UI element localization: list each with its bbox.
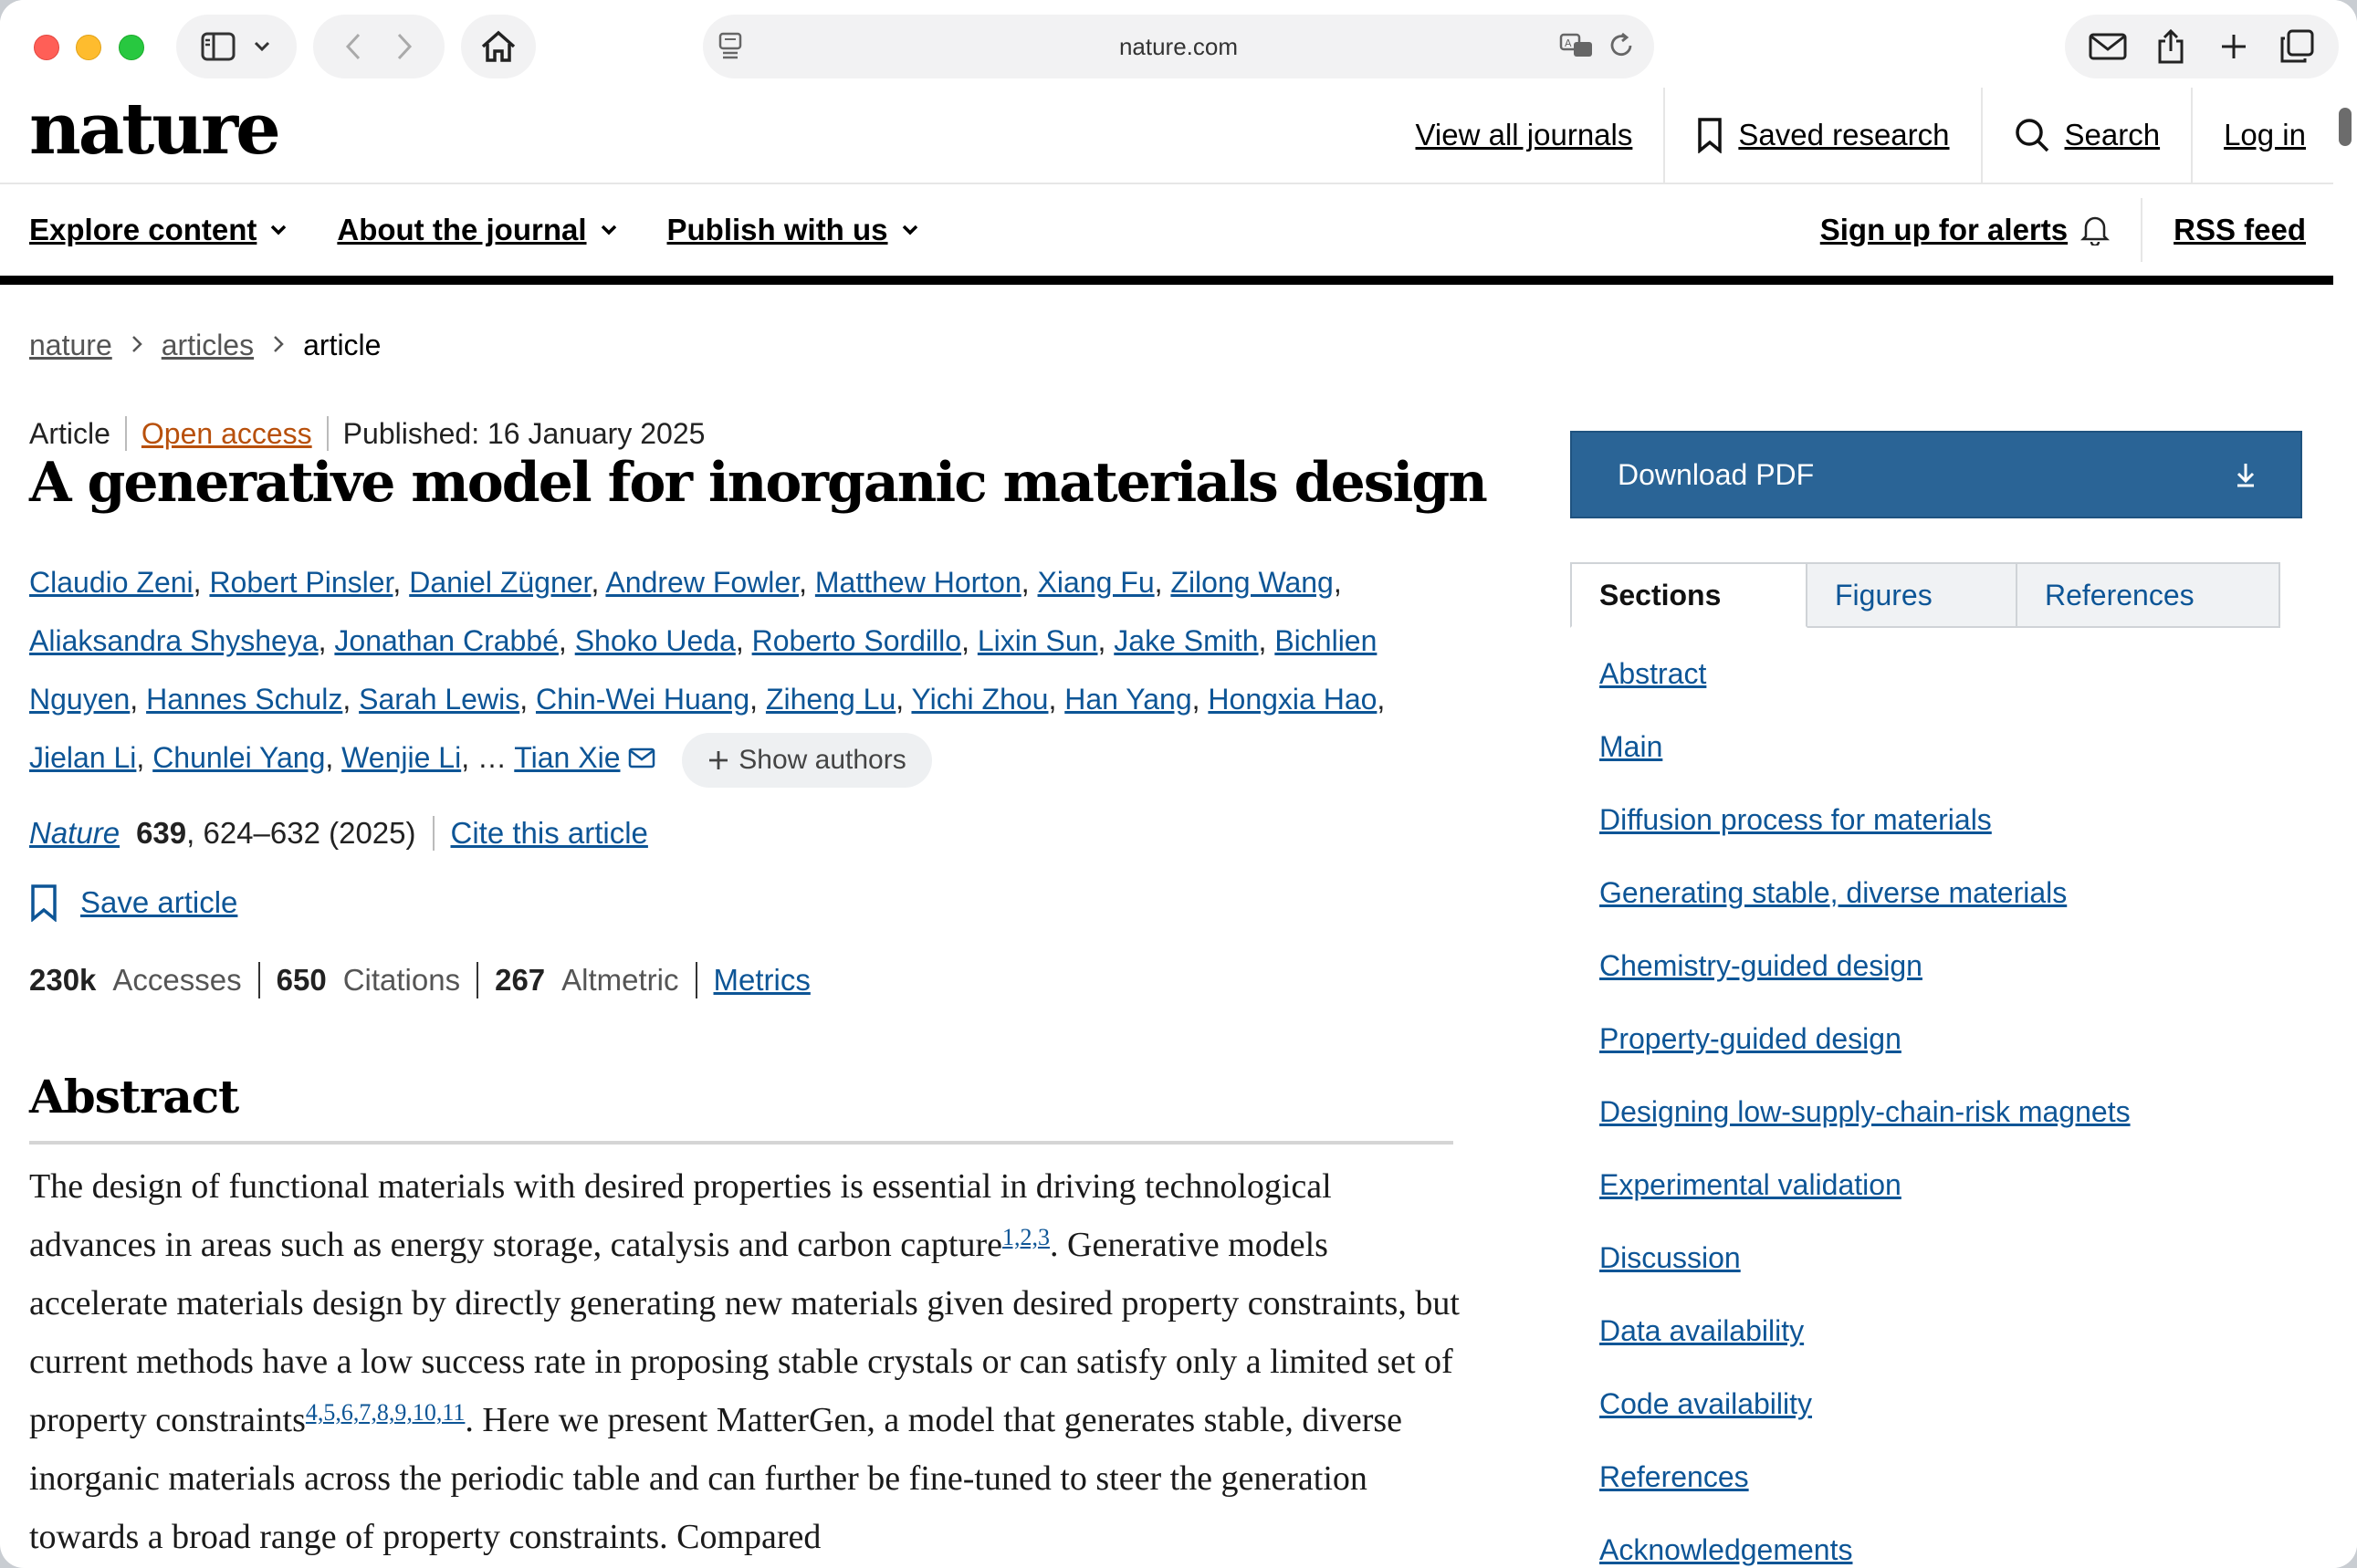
view-all-journals-label: View all journals bbox=[1415, 118, 1633, 152]
abstract-heading: Abstract bbox=[29, 1070, 1453, 1145]
altmetric-label: Altmetric bbox=[561, 963, 679, 997]
search-label: Search bbox=[2064, 118, 2161, 152]
site-nav bbox=[0, 184, 2333, 285]
tab-references[interactable]: References bbox=[2017, 562, 2280, 628]
about-journal-label: About the journal bbox=[337, 213, 587, 246]
page-scrollbar[interactable] bbox=[2333, 88, 2357, 1568]
divider bbox=[433, 816, 435, 851]
breadcrumb-articles[interactable]: articles bbox=[161, 329, 255, 361]
abstract-part-3: . Here we present MatterGen, a model that generates stable, diverse inorganic materials across the periodic table and can further be fine-tuned to steer the generation towards a broad range of property constraints. Compared bbox=[29, 1401, 1403, 1556]
toolbar-actions-group bbox=[2065, 15, 2339, 78]
mail-icon bbox=[2089, 32, 2127, 61]
author-link[interactable]: Hongxia Hao bbox=[1208, 683, 1378, 716]
pages-year: , 624–632 (2025) bbox=[186, 816, 416, 850]
metrics-link[interactable]: Metrics bbox=[713, 963, 811, 997]
abstract-text bbox=[29, 1157, 1462, 1566]
section-link[interactable]: Main bbox=[1599, 730, 1663, 763]
tab-overview-button[interactable] bbox=[2271, 21, 2322, 72]
reference-links-1[interactable]: 1,2,3 bbox=[1002, 1224, 1051, 1250]
svg-text:A: A bbox=[1565, 37, 1572, 49]
author-link[interactable]: Andrew Fowler bbox=[605, 566, 800, 599]
author-link[interactable]: Wenjie Li bbox=[341, 741, 462, 774]
author-link[interactable]: Aliaksandra Shysheya bbox=[29, 624, 319, 657]
author-link[interactable]: Chunlei Yang bbox=[152, 741, 326, 774]
author-link[interactable]: Hannes Schulz bbox=[146, 683, 343, 716]
browser-toolbar bbox=[0, 0, 2357, 88]
article-metrics bbox=[29, 962, 811, 998]
tab-groups-dropdown[interactable] bbox=[244, 21, 280, 72]
plus-icon bbox=[2219, 32, 2248, 61]
section-link[interactable]: Discussion bbox=[1599, 1241, 1741, 1274]
corresponding-author-link[interactable] bbox=[514, 741, 620, 774]
sections-list bbox=[1599, 657, 2131, 1568]
sidebar-icon bbox=[201, 32, 236, 61]
citations-value: 650 bbox=[276, 963, 327, 997]
log-in-link[interactable] bbox=[2191, 88, 2306, 183]
new-tab-button[interactable] bbox=[2208, 21, 2259, 72]
history-nav-group bbox=[313, 15, 445, 78]
tab-sections[interactable]: Sections bbox=[1570, 562, 1807, 628]
home-button[interactable] bbox=[461, 15, 536, 78]
mail-button[interactable] bbox=[2082, 21, 2133, 72]
section-link[interactable]: References bbox=[1599, 1460, 1749, 1493]
show-authors-button[interactable] bbox=[682, 733, 931, 788]
author-link[interactable]: Bichlien Nguyen bbox=[29, 624, 1378, 716]
corresponding-author-name: Tian Xie bbox=[514, 741, 621, 774]
breadcrumb-current: article bbox=[303, 329, 382, 361]
authors-ellipsis: … bbox=[477, 741, 507, 774]
author-link[interactable]: Chin-Wei Huang bbox=[535, 683, 750, 716]
home-icon bbox=[480, 30, 517, 63]
author-link[interactable]: Shoko Ueda bbox=[574, 624, 736, 657]
accesses-label: Accesses bbox=[112, 963, 242, 997]
section-link[interactable]: Chemistry-guided design bbox=[1599, 949, 1922, 982]
chevron-down-icon bbox=[269, 224, 288, 236]
author-link[interactable]: Jielan Li bbox=[29, 741, 137, 774]
sidebar-toggle-group bbox=[176, 15, 297, 78]
search-icon bbox=[2014, 117, 2050, 153]
author-link[interactable]: Matthew Horton bbox=[814, 566, 1021, 599]
log-in-label: Log in bbox=[2224, 118, 2306, 152]
search-link[interactable] bbox=[1981, 88, 2192, 183]
author-list bbox=[29, 553, 1435, 788]
divider bbox=[477, 962, 478, 998]
sign-up-alerts-label: Sign up for alerts bbox=[1819, 213, 2069, 246]
minimize-window-button[interactable] bbox=[76, 35, 101, 60]
tab-figures[interactable]: Figures bbox=[1807, 562, 2017, 628]
rss-feed-label: RSS feed bbox=[2174, 213, 2306, 246]
nature-logo[interactable]: nature bbox=[29, 88, 278, 171]
bell-icon bbox=[2080, 214, 2110, 246]
download-pdf-label: Download PDF bbox=[1618, 457, 1815, 491]
explore-content-menu[interactable] bbox=[29, 213, 288, 247]
explore-content-label: Explore content bbox=[29, 213, 257, 246]
author-link[interactable]: Daniel Zügner bbox=[409, 566, 592, 599]
article-title: A generative model for inorganic materials design bbox=[29, 451, 1486, 515]
author-links: Claudio Zeni, Robert Pinsler, Daniel Zügner, Andrew Fowler, Matthew Horton, Xiang Fu, Zilong Wang, Aliaksandra Shysheya, Jonathan Crabbé, Shoko Ueda, Roberto Sordillo, Lixin Sun, Jake Smith, Bichlien Nguyen, Hannes Schulz, Sarah Lewis, Chin-Wei Huang, Ziheng Lu, Yichi Zhou, Han Yang, Hongxia Hao, Jielan Li, Chunlei Yang, Wenjie Li, bbox=[29, 566, 1386, 774]
author-link[interactable]: Yichi Zhou bbox=[911, 683, 1049, 716]
citations-label: Citations bbox=[342, 963, 461, 997]
breadcrumb-nature[interactable]: nature bbox=[29, 329, 112, 361]
author-link[interactable]: Claudio Zeni bbox=[29, 566, 194, 599]
publish-with-us-label: Publish with us bbox=[666, 213, 888, 246]
accesses-value: 230k bbox=[29, 963, 97, 997]
rss-feed-link[interactable] bbox=[2141, 198, 2306, 262]
journal-link[interactable]: Nature bbox=[29, 816, 120, 850]
section-link[interactable]: Acknowledgements bbox=[1599, 1533, 1853, 1566]
saved-research-link[interactable] bbox=[1663, 88, 1980, 183]
section-link[interactable]: Abstract bbox=[1599, 657, 1707, 690]
sidebar-tabs bbox=[1570, 562, 2280, 628]
section-link[interactable]: Experimental validation bbox=[1599, 1168, 1901, 1201]
sign-up-alerts-link[interactable] bbox=[1789, 213, 2141, 247]
plus-icon bbox=[707, 749, 729, 771]
save-article-label: Save article bbox=[80, 885, 238, 919]
mail-icon[interactable] bbox=[628, 747, 655, 769]
author-link[interactable]: Han Yang bbox=[1064, 683, 1192, 716]
download-pdf-button[interactable] bbox=[1570, 431, 2302, 518]
header-links bbox=[1385, 88, 2306, 183]
author-link[interactable]: Jonathan Crabbé bbox=[334, 624, 559, 657]
publish-with-us-menu[interactable] bbox=[667, 213, 919, 247]
address-actions bbox=[1559, 31, 1636, 60]
author-link[interactable]: Sarah Lewis bbox=[359, 683, 520, 716]
section-link[interactable]: Designing low-supply-chain-risk magnets bbox=[1599, 1095, 2131, 1128]
address-bar[interactable] bbox=[703, 15, 1654, 78]
chevron-right-icon bbox=[395, 32, 414, 61]
saved-research-label: Saved research bbox=[1738, 118, 1950, 152]
cite-article-link[interactable]: Cite this article bbox=[450, 816, 648, 850]
chevron-left-icon bbox=[344, 32, 362, 61]
breadcrumb bbox=[29, 329, 381, 362]
zoom-window-button[interactable] bbox=[119, 35, 144, 60]
save-article-button[interactable] bbox=[29, 883, 237, 922]
author-link[interactable]: Jake Smith bbox=[1114, 624, 1259, 657]
published-date: Published: 16 January 2025 bbox=[342, 416, 706, 450]
chevron-right-icon bbox=[131, 330, 143, 361]
bookmark-icon bbox=[1696, 117, 1723, 153]
author-link[interactable]: Xiang Fu bbox=[1037, 566, 1155, 599]
section-link[interactable]: Generating stable, diverse materials bbox=[1599, 876, 2068, 909]
section-link[interactable]: Diffusion process for materials bbox=[1599, 803, 1992, 836]
scrollbar-thumb[interactable] bbox=[2339, 108, 2352, 146]
section-link[interactable]: Code availability bbox=[1599, 1387, 1813, 1420]
tabs-overview-icon bbox=[2279, 29, 2314, 64]
article-meta bbox=[29, 416, 705, 451]
divider bbox=[125, 416, 127, 451]
chevron-down-icon bbox=[901, 224, 919, 236]
volume: 639 bbox=[136, 816, 187, 850]
article-type: Article bbox=[29, 416, 110, 450]
back-button[interactable] bbox=[328, 21, 379, 72]
divider bbox=[258, 962, 260, 998]
altmetric-value: 267 bbox=[495, 963, 546, 997]
nav-menu bbox=[29, 184, 919, 276]
site-header bbox=[0, 88, 2333, 184]
author-link[interactable]: Zilong Wang bbox=[1170, 566, 1334, 599]
view-all-journals-link[interactable] bbox=[1385, 88, 1664, 183]
section-link[interactable]: Property-guided design bbox=[1599, 1022, 1901, 1055]
author-link[interactable]: Robert Pinsler bbox=[209, 566, 393, 599]
url-text: nature.com bbox=[1118, 33, 1239, 60]
translate-icon[interactable] bbox=[1559, 31, 1596, 60]
about-journal-menu[interactable] bbox=[337, 213, 617, 247]
chevron-down-icon bbox=[600, 224, 618, 236]
forward-button[interactable] bbox=[379, 21, 430, 72]
download-icon bbox=[2235, 462, 2257, 487]
chevron-right-icon bbox=[272, 330, 285, 361]
author-link[interactable]: Lixin Sun bbox=[977, 624, 1098, 657]
chevron-down-icon bbox=[253, 40, 271, 53]
share-icon bbox=[2156, 28, 2185, 65]
abstract-part-1: The design of functional materials with desired properties is essential in driving technological advances in areas such as energy storage, catalysis and carbon capture bbox=[29, 1167, 1332, 1264]
divider bbox=[327, 416, 329, 451]
author-link[interactable]: Roberto Sordillo bbox=[751, 624, 962, 657]
sidebar-toggle-button[interactable] bbox=[193, 21, 244, 72]
abstract-part-2: . Generative models accelerate materials design by directly generating new materials given desired property constraints, but current methods have a low success rate in proposing stable crystals or can satisfy only a limited set of property constraints bbox=[29, 1226, 1460, 1439]
citation-line bbox=[29, 816, 648, 851]
reload-icon[interactable] bbox=[1608, 31, 1636, 60]
close-window-button[interactable] bbox=[34, 35, 59, 60]
share-button[interactable] bbox=[2145, 21, 2196, 72]
divider bbox=[696, 962, 697, 998]
bookmark-icon bbox=[29, 883, 58, 922]
author-link[interactable]: Ziheng Lu bbox=[765, 683, 896, 716]
section-link[interactable]: Data availability bbox=[1599, 1314, 1805, 1347]
nav-actions bbox=[1789, 184, 2306, 276]
open-access-link[interactable]: Open access bbox=[141, 416, 312, 450]
reference-links-2[interactable]: 4,5,6,7,8,9,10,11 bbox=[305, 1399, 466, 1426]
show-authors-label: Show authors bbox=[739, 744, 906, 775]
